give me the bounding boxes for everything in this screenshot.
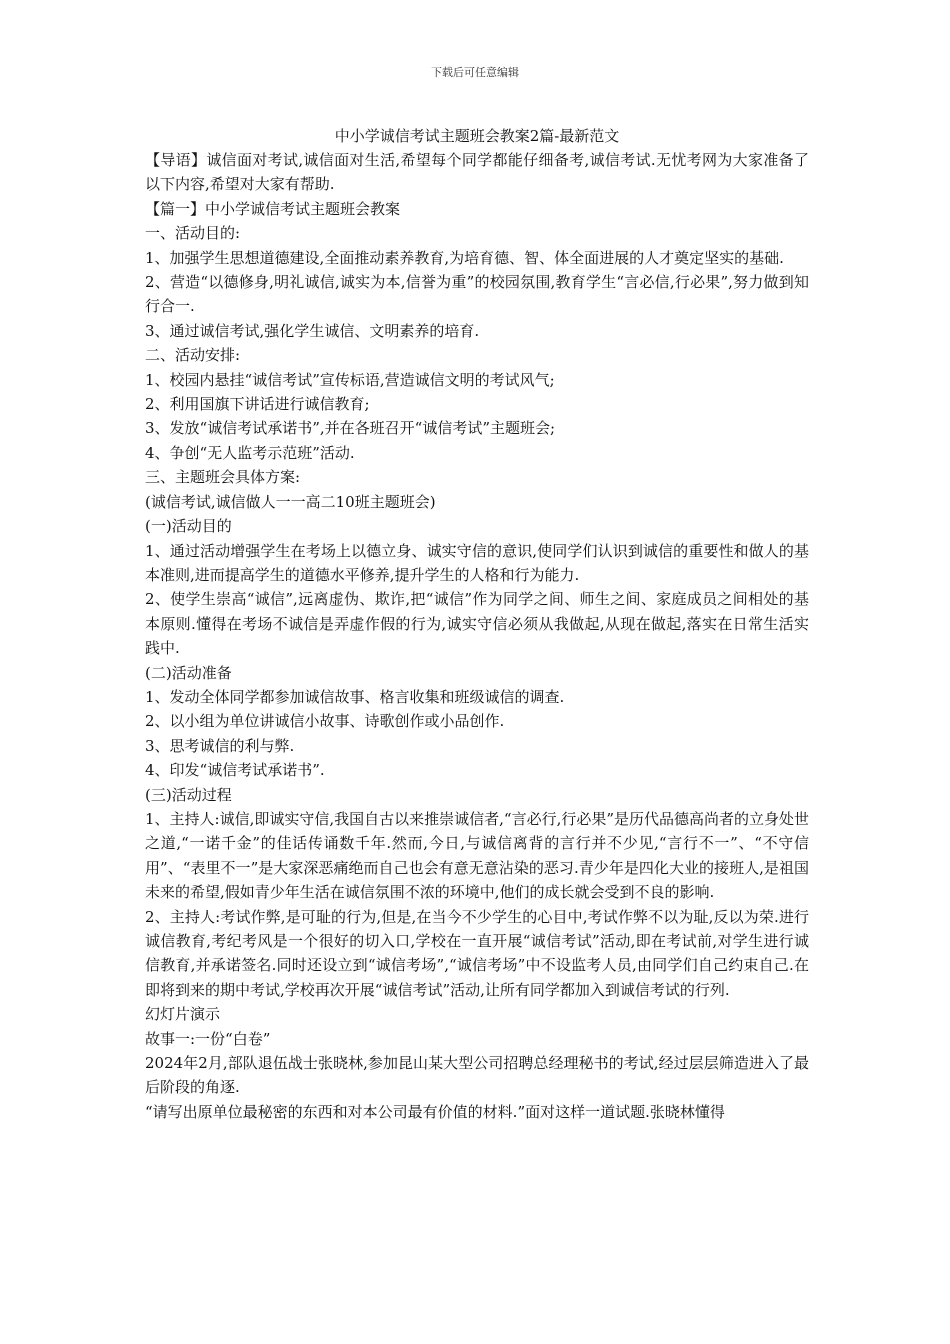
paragraph: 1、主持人:诚信,即诚实守信,我国自古以来推崇诚信者,“言必行,行必果”是历代品德高尚者的立身处世之道,“一诺千金”的佳话传诵数千年.然而,今日,与诚信离背的言行并不少见,“言行不一”、“不守信用”、“表里不一”是大家深恶痛绝而自己也会有意无意沾染的恶习.青少年是四化大业的接班人,是祖国未来的希望,假如青少年生活在诚信氛围不浓的环境中,他们的成长就会受到不良的影响.	[145, 809, 810, 902]
paragraph: (诚信考试,诚信做人一一高二10班主题班会)	[145, 492, 436, 511]
paragraph: 三、主题班会具体方案:	[145, 468, 301, 487]
paragraph: 【导语】诚信面对考试,诚信面对生活,希望每个同学都能仔细备考,诚信考试.无忧考网为大家准备了以下内容,希望对大家有帮助.	[145, 151, 809, 194]
paragraph-list	[145, 148, 809, 1124]
paragraph: 3、发放“诚信考试承诺书”,并在各班召开“诚信考试”主题班会;	[145, 419, 556, 438]
paragraph: (二)活动准备	[145, 663, 232, 682]
paragraph: 4、印发“诚信考试承诺书”.	[145, 761, 325, 780]
paragraph: 3、通过诚信考试,强化学生诚信、文明素养的培育.	[145, 321, 480, 340]
paragraph: 2、使学生崇高“诚信”,远离虚伪、欺诈,把“诚信”作为同学之间、师生之间、家庭成员之间相处的基本原则.懂得在考场不诚信是弄虚作假的行为,诚实守信必须从我做起,从现在做起,落实在日常生活实践中.	[145, 590, 809, 658]
paragraph: 1、发动全体同学都参加诚信故事、格言收集和班级诚信的调查.	[145, 687, 565, 706]
paragraph: 3、思考诚信的利与弊.	[145, 736, 295, 755]
paragraph: 幻灯片演示	[145, 1005, 221, 1024]
paragraph: “请写出原单位最秘密的东西和对本公司最有价值的材料.”面对这样一道试题.张晓林懂得	[145, 1102, 725, 1121]
header-note: 下载后可任意编辑	[431, 66, 519, 79]
paragraph: 故事一:一份“白卷”	[145, 1029, 271, 1048]
paragraph: 4、争创“无人监考示范班”活动.	[145, 443, 355, 462]
paragraph: 1、通过活动增强学生在考场上以德立身、诚实守信的意识,使同学们认识到诚信的重要性和做人的基本准则,进而提高学生的道德水平修养,提升学生的人格和行为能力.	[145, 541, 809, 584]
paragraph: 1、校园内悬挂“诚信考试”宣传标语,营造诚信文明的考试风气;	[145, 370, 555, 389]
document-body	[145, 124, 809, 1124]
paragraph: 【篇一】中小学诚信考试主题班会教案	[145, 199, 401, 218]
paragraph: 1、加强学生思想道德建设,全面推动素养教育,为培育德、智、体全面进展的人才奠定坚实的基础.	[145, 248, 784, 267]
paragraph: 一、活动目的:	[145, 224, 241, 243]
paragraph: 2、营造“以德修身,明礼诚信,诚实为本,信誉为重”的校园氛围,教育学生“言必信,行必果”,努力做到知行合一.	[145, 273, 809, 316]
paragraph: (三)活动过程	[145, 785, 232, 804]
paragraph: 2、利用国旗下讲话进行诚信教育;	[145, 395, 370, 414]
paragraph: 二、活动安排:	[145, 346, 241, 365]
paragraph: (一)活动目的	[145, 517, 232, 536]
paragraph: 2024年2月,部队退伍战士张晓林,参加昆山某大型公司招聘总经理秘书的考试,经过层层筛造进入了最后阶段的角逐.	[145, 1054, 809, 1097]
paragraph: 2、主持人:考试作弊,是可耻的行为,但是,在当今不少学生的心目中,考试作弊不以为耻,反以为荣.进行诚信教育,考纪考风是一个很好的切入口,学校在一直开展“诚信考试”活动,即在考试前,对学生进行诚信教育,并承诺签名.同时还设立到“诚信考场”,“诚信考场”中不设监考人员,由同学们自己约束自己.在即将到来的期中考试,学校再次开展“诚信考试”活动,让所有同学都加入到诚信考试的行列.	[145, 907, 809, 999]
page-title: 中小学诚信考试主题班会教案2篇-最新范文	[334, 127, 620, 145]
paragraph: 2、以小组为单位讲诚信小故事、诗歌创作或小品创作.	[145, 712, 505, 731]
